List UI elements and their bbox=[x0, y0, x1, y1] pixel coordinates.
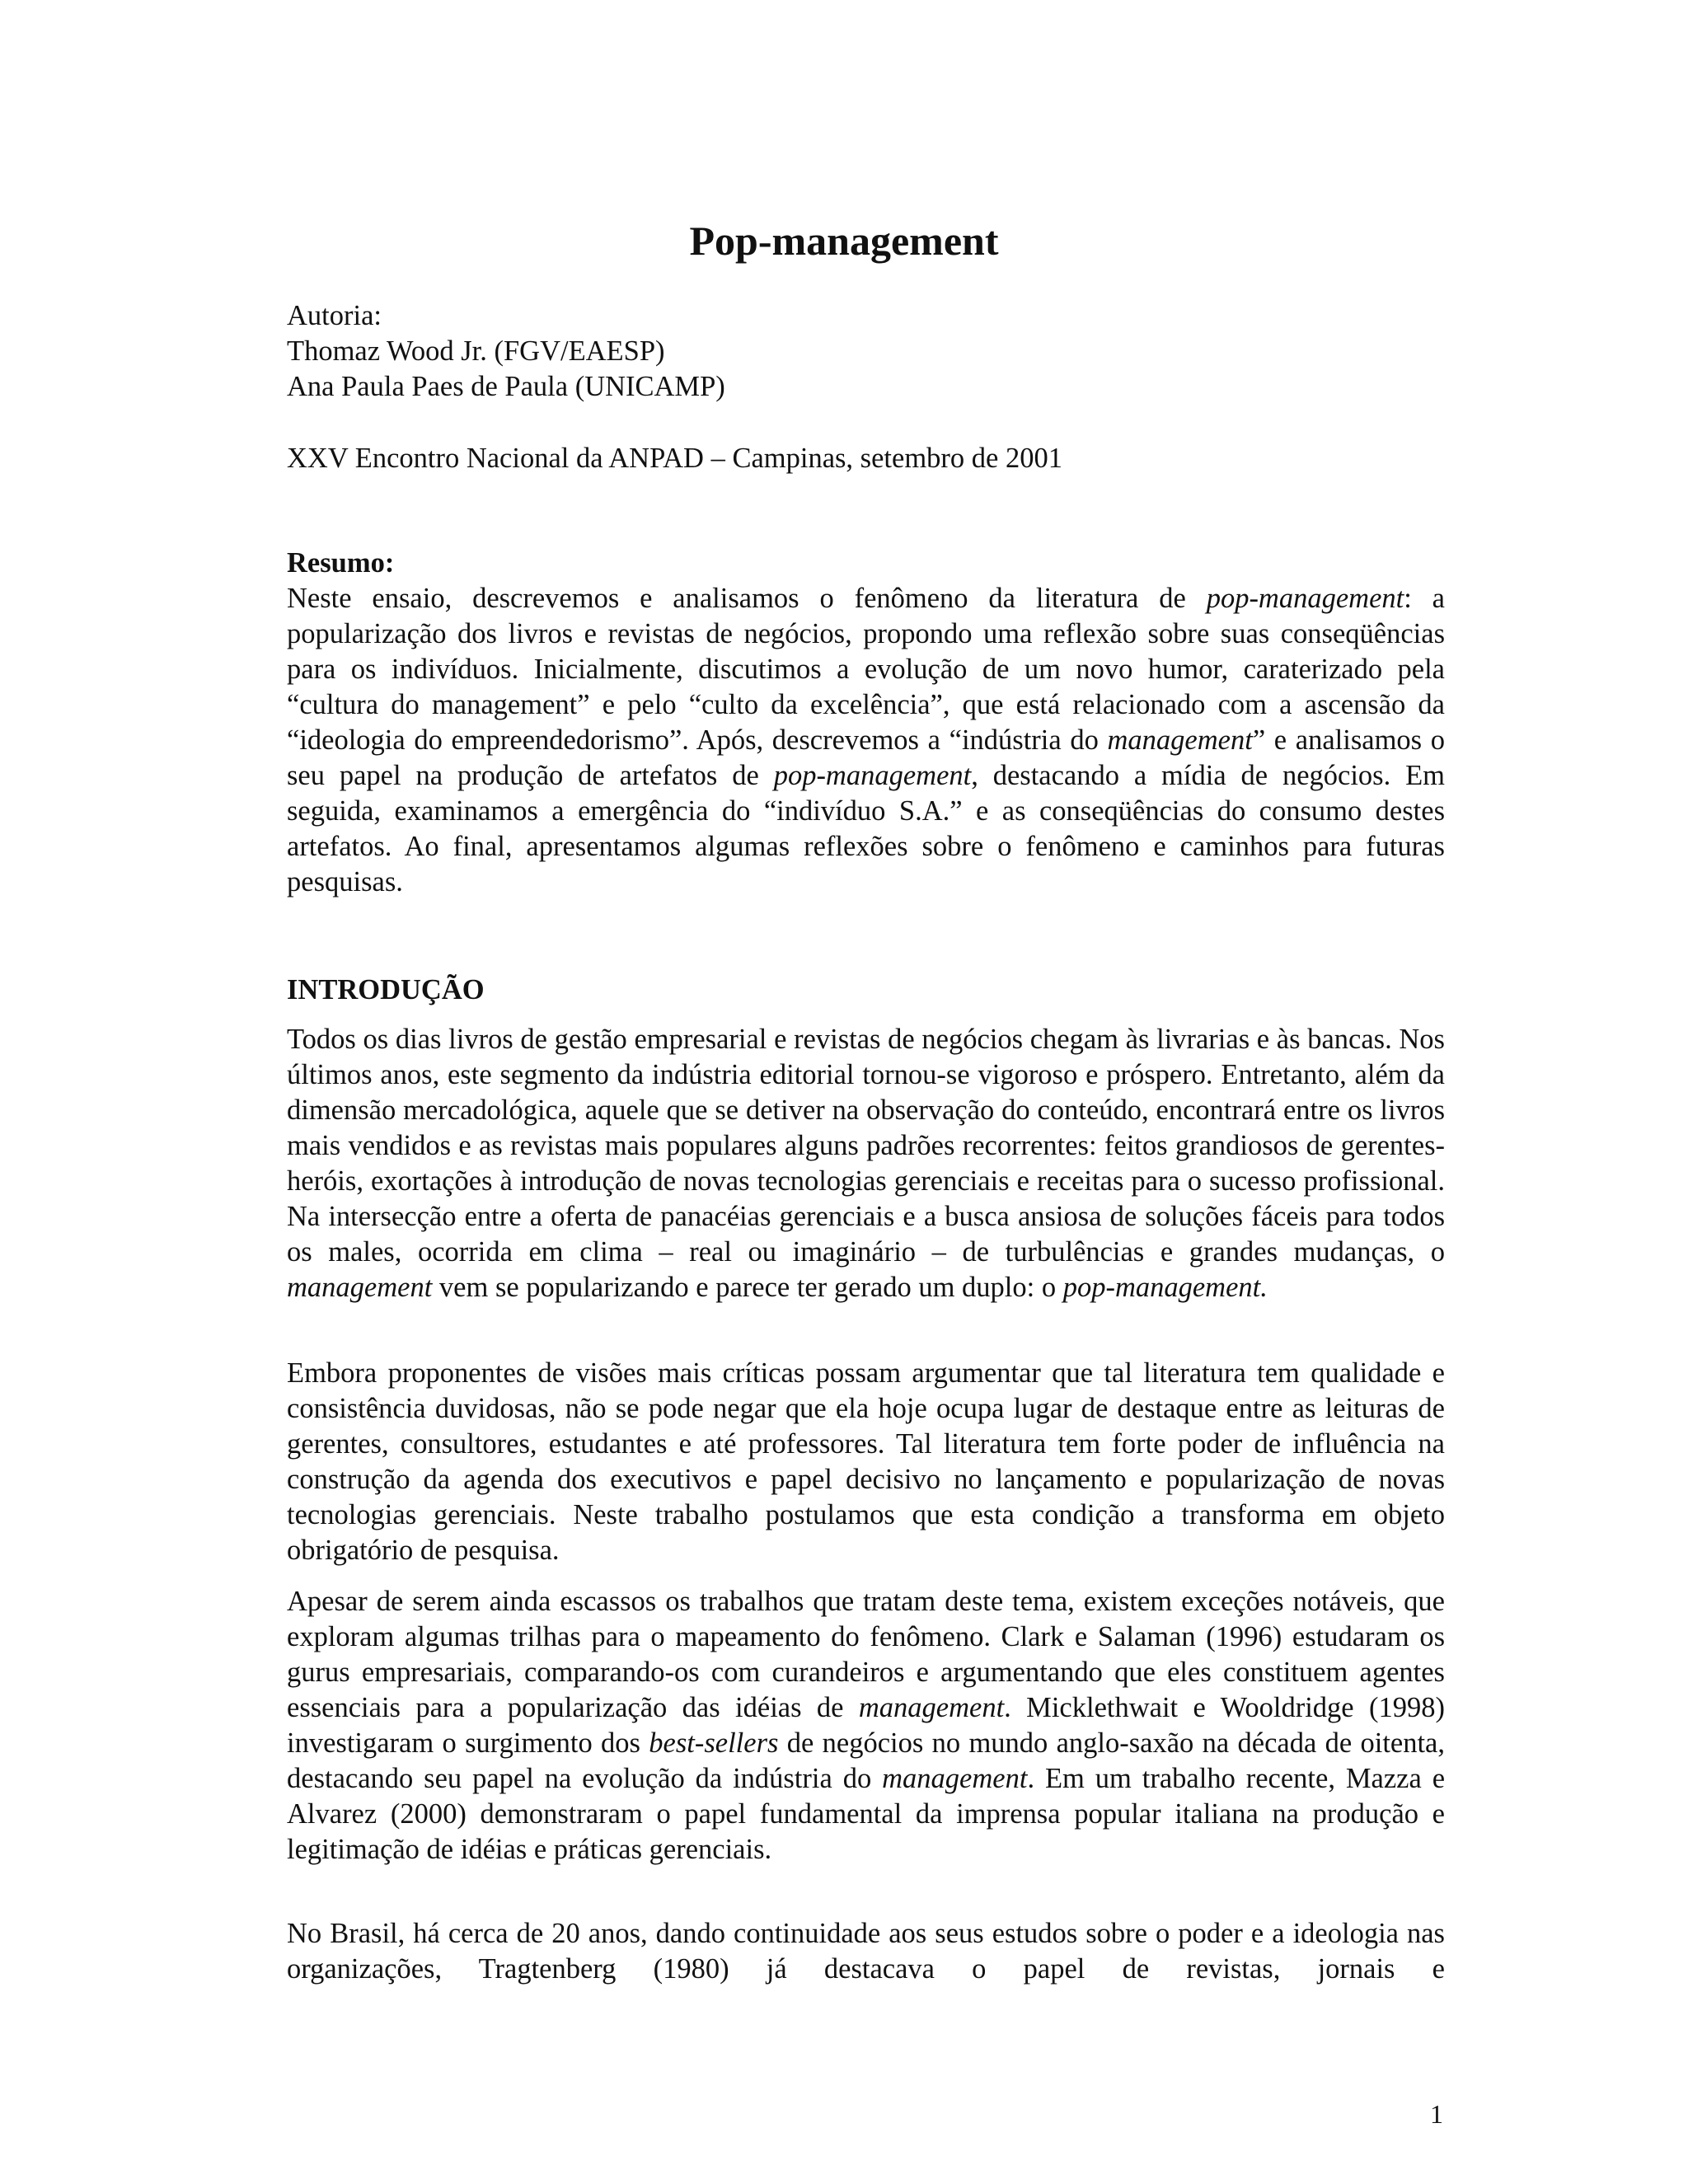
abstract-italic-term: pop-management bbox=[773, 760, 972, 791]
authorship-block bbox=[287, 298, 1445, 405]
intro-paragraph-4: No Brasil, há cerca de 20 anos, dando continuidade aos seus estudos sobre o poder e a ideologia nas organizações, Tragtenberg (1980) já destacava o papel de revistas, jornais e bbox=[287, 1918, 1445, 1985]
page-number: 1 bbox=[1430, 2099, 1443, 2129]
author-1: Thomaz Wood Jr. (FGV/EAESP) bbox=[287, 335, 665, 367]
abstract-text-part: ” e analisamos o seu papel na produção de artefatos de bbox=[287, 724, 1445, 791]
abstract-text-part: , destacando a mídia de negócios. Em seguida, examinamos a emergência do “indivíduo S.A.” e as conseqüências do consumo destes artefatos. Ao final, apresentamos algumas reflexões sobre o fenômeno e caminhos para futuras pesquisas. bbox=[287, 760, 1445, 898]
abstract-text-part: : a popularização dos livros e revistas de negócios, propondo uma reflexão sobre suas conseqüências para os indivíduos. Inicialmente, discutimos a evolução de um novo humor, caraterizado pela “cultura do management” e pelo “culto da excelência”, que está relacionado com a ascensão da “ideologia do empreendedorismo”. Após, descrevemos a “indústria do bbox=[287, 583, 1445, 756]
author-2: Ana Paula Paes de Paula (UNICAMP) bbox=[287, 371, 725, 402]
abstract-italic-term: pop-management bbox=[1206, 583, 1404, 614]
abstract-text bbox=[287, 581, 1445, 900]
paragraph-text-part: Todos os dias livros de gestão empresarial e revistas de negócios chegam às livrarias e às bancas. Nos últimos anos, este segmento da indústria editorial tornou-se vigoroso e próspero. Entretanto, além da dimensão mercadológica, aquele que se detiver na observação do conteúdo, encontrará entre os livros mais vendidos e as revistas mais populares alguns padrões recorrentes: feitos grandiosos de gerentes-heróis, exortações à introdução de novas tecnologias gerenciais e receitas para o sucesso profissional. Na intersecção entre a oferta de panacéias gerenciais e a busca ansiosa de soluções fáceis para todos os males, ocorrida em clima – real ou imaginário – de turbulências e grandes mudanças, o bbox=[287, 1024, 1445, 1268]
section-heading-introducao: INTRODUÇÃO bbox=[287, 974, 485, 1005]
paragraph-italic-term: management bbox=[882, 1763, 1028, 1794]
abstract-heading: Resumo: bbox=[287, 547, 395, 579]
paragraph-italic-term: pop-management. bbox=[1062, 1272, 1268, 1303]
paragraph-italic-term: management bbox=[858, 1692, 1005, 1723]
intro-paragraph-1 bbox=[287, 1022, 1445, 1305]
intro-paragraph-3 bbox=[287, 1584, 1445, 1868]
paper-title: Pop-management bbox=[689, 218, 999, 264]
paragraph-text-part: Apesar de serem ainda escassos os trabalhos que tratam deste tema, existem exceções notáveis, que exploram algumas trilhas para o mapeamento do fenômeno. Clark e Salaman (1996) estudaram os gurus empresariais, comparando-os com curandeiros e argumentando que eles constituem agentes essenciais para a popularização das idéias de bbox=[287, 1586, 1445, 1723]
authorship-label: Autoria: bbox=[287, 300, 382, 331]
paragraph-italic-term: management bbox=[287, 1272, 433, 1303]
paragraph-text-part: vem se popularizando e parece ter gerado um duplo: o bbox=[432, 1272, 1063, 1303]
abstract-italic-term: management bbox=[1107, 724, 1253, 756]
abstract-text-part: Neste ensaio, descrevemos e analisamos o fenômeno da literatura de bbox=[287, 583, 1207, 614]
paragraph-text-part: . Micklethwait e Wooldridge (1998) investigaram o surgimento dos bbox=[287, 1692, 1445, 1759]
paragraph-italic-term: best-sellers bbox=[649, 1727, 779, 1759]
paragraph-text-part: . Em um trabalho recente, Mazza e Alvarez (2000) demonstraram o papel fundamental da imprensa popular italiana na produção e legitimação de idéias e práticas gerenciais. bbox=[287, 1763, 1446, 1865]
conference-info: XXV Encontro Nacional da ANPAD – Campinas, setembro de 2001 bbox=[287, 443, 1062, 474]
paragraph-text-part: de negócios no mundo anglo-saxão na década de oitenta, destacando seu papel na evolução da indústria do bbox=[287, 1727, 1445, 1794]
intro-paragraph-2: Embora proponentes de visões mais críticas possam argumentar que tal literatura tem qualidade e consistência duvidosas, não se pode negar que ela hoje ocupa lugar de destaque entre as leituras de gerentes, consultores, estudantes e até professores. Tal literatura tem forte poder de influência na construção da agenda dos executivos e papel decisivo no lançamento e popularização de novas tecnologias gerenciais. Neste trabalho postulamos que esta condição a transforma em objeto obrigatório de pesquisa. bbox=[287, 1357, 1445, 1566]
